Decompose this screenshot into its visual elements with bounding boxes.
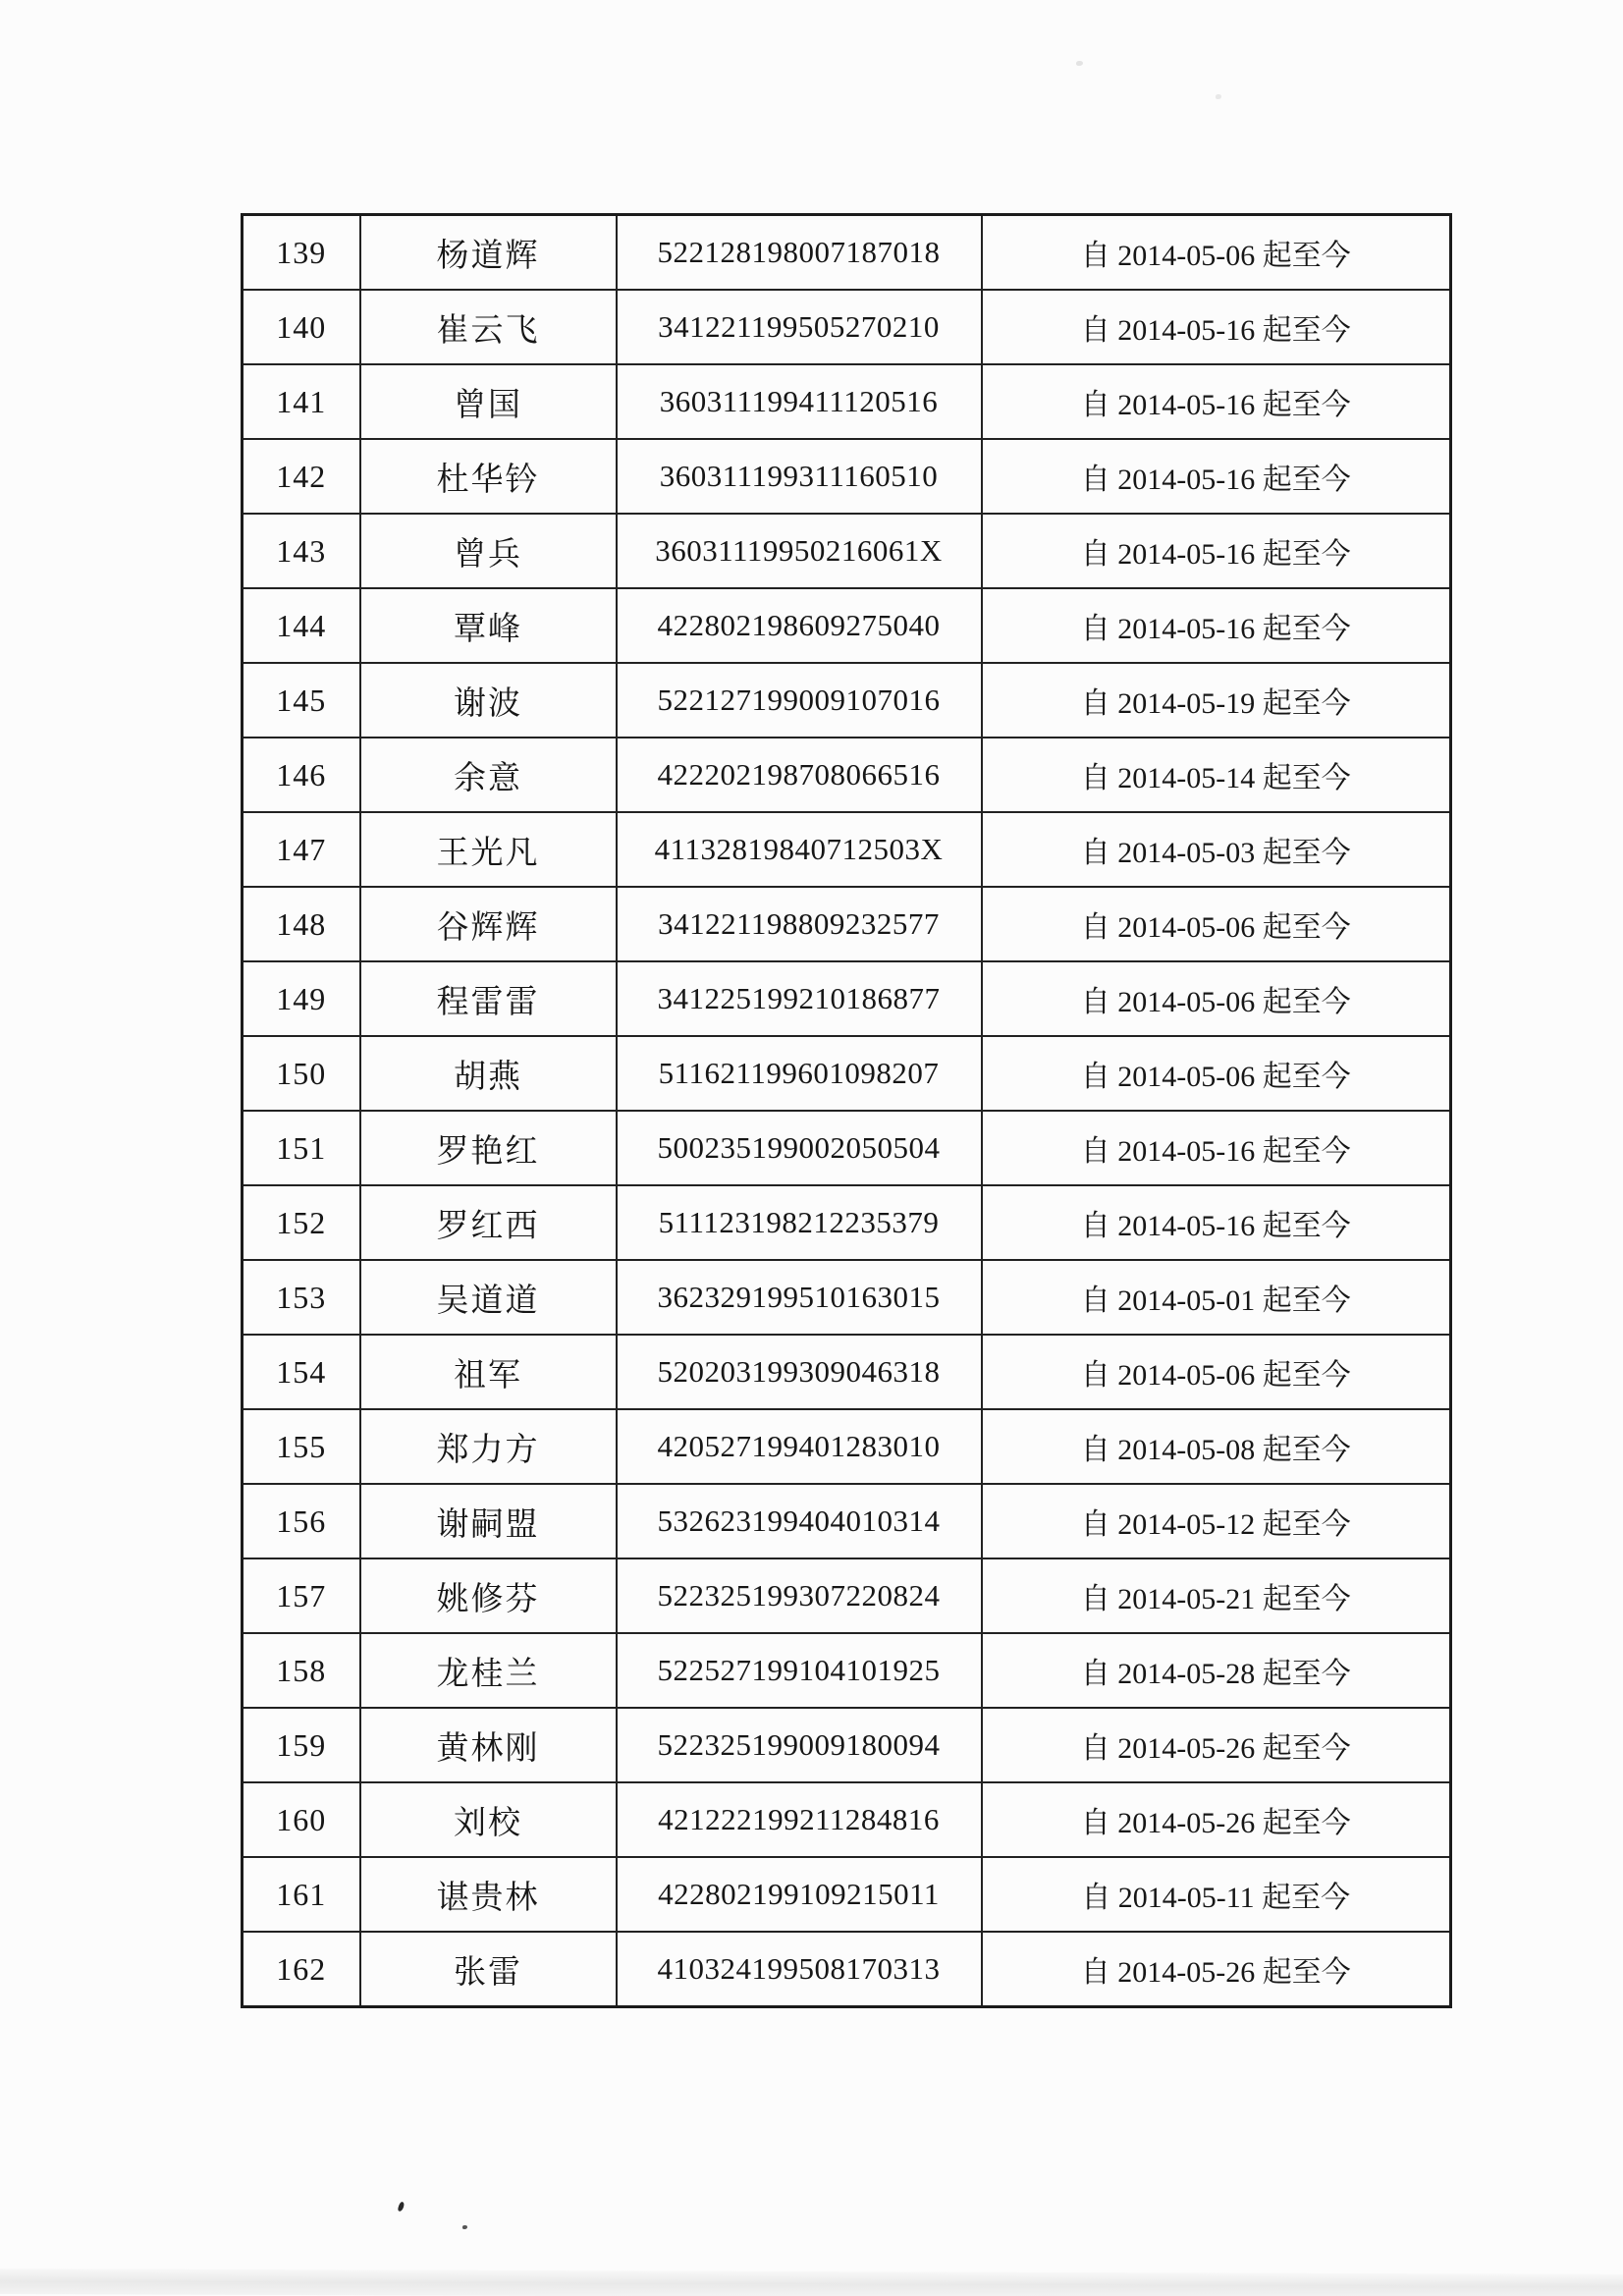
period-cell: 自 2014-05-14 起至今	[982, 738, 1451, 812]
id-cell: 522325199009180094	[617, 1708, 982, 1782]
row-number-cell: 139	[243, 215, 360, 291]
period-cell: 自 2014-05-06 起至今	[982, 1036, 1451, 1111]
table-row	[243, 887, 1451, 961]
period-cell: 自 2014-05-01 起至今	[982, 1260, 1451, 1335]
id-cell: 360311199411120516	[617, 364, 982, 439]
table-row	[243, 1484, 1451, 1558]
roster-table	[241, 213, 1452, 2008]
period-cell: 自 2014-05-08 起至今	[982, 1409, 1451, 1484]
row-number-cell: 146	[243, 738, 360, 812]
row-number-cell: 161	[243, 1857, 360, 1932]
row-number-cell: 149	[243, 961, 360, 1036]
table-row	[243, 215, 1451, 291]
scan-edge-shadow	[0, 2269, 1623, 2296]
name-cell: 谷辉辉	[360, 887, 617, 961]
name-cell: 罗红西	[360, 1185, 617, 1260]
id-cell: 511621199601098207	[617, 1036, 982, 1111]
row-number-cell: 140	[243, 290, 360, 364]
id-cell: 520203199309046318	[617, 1335, 982, 1409]
table-row	[243, 290, 1451, 364]
name-cell: 黄林刚	[360, 1708, 617, 1782]
name-cell: 程雷雷	[360, 961, 617, 1036]
name-cell: 曾国	[360, 364, 617, 439]
id-cell: 422802198609275040	[617, 588, 982, 663]
row-number-cell: 154	[243, 1335, 360, 1409]
table-row	[243, 1633, 1451, 1708]
row-number-cell: 151	[243, 1111, 360, 1185]
period-cell: 自 2014-05-16 起至今	[982, 588, 1451, 663]
name-cell: 罗艳红	[360, 1111, 617, 1185]
period-cell: 自 2014-05-16 起至今	[982, 1185, 1451, 1260]
name-cell: 王光凡	[360, 812, 617, 887]
table-row	[243, 588, 1451, 663]
name-cell: 谢波	[360, 663, 617, 738]
period-cell: 自 2014-05-19 起至今	[982, 663, 1451, 738]
row-number-cell: 150	[243, 1036, 360, 1111]
period-cell: 自 2014-05-16 起至今	[982, 364, 1451, 439]
name-cell: 余意	[360, 738, 617, 812]
id-cell: 36031119950216061X	[617, 514, 982, 588]
row-number-cell: 153	[243, 1260, 360, 1335]
table-row	[243, 1335, 1451, 1409]
table-row	[243, 1857, 1451, 1932]
name-cell: 杨道辉	[360, 215, 617, 291]
row-number-cell: 156	[243, 1484, 360, 1558]
id-cell: 500235199002050504	[617, 1111, 982, 1185]
row-number-cell: 148	[243, 887, 360, 961]
period-cell: 自 2014-05-26 起至今	[982, 1932, 1451, 2007]
scan-speck	[398, 2201, 406, 2212]
name-cell: 谢嗣盟	[360, 1484, 617, 1558]
table-row	[243, 514, 1451, 588]
name-cell: 杜华钤	[360, 439, 617, 514]
row-number-cell: 159	[243, 1708, 360, 1782]
table-row	[243, 1558, 1451, 1633]
name-cell: 曾兵	[360, 514, 617, 588]
scan-speck	[462, 2225, 467, 2229]
row-number-cell: 152	[243, 1185, 360, 1260]
id-cell: 522128198007187018	[617, 215, 982, 291]
name-cell: 姚修芬	[360, 1558, 617, 1633]
id-cell: 341225199210186877	[617, 961, 982, 1036]
id-cell: 422202198708066516	[617, 738, 982, 812]
period-cell: 自 2014-05-03 起至今	[982, 812, 1451, 887]
id-cell: 422802199109215011	[617, 1857, 982, 1932]
id-cell: 410324199508170313	[617, 1932, 982, 2007]
name-cell: 谌贵林	[360, 1857, 617, 1932]
table-row	[243, 1708, 1451, 1782]
period-cell: 自 2014-05-16 起至今	[982, 439, 1451, 514]
period-cell: 自 2014-05-11 起至今	[982, 1857, 1451, 1932]
period-cell: 自 2014-05-16 起至今	[982, 1111, 1451, 1185]
row-number-cell: 157	[243, 1558, 360, 1633]
period-cell: 自 2014-05-06 起至今	[982, 1335, 1451, 1409]
table-row	[243, 1932, 1451, 2007]
roster-table-body	[243, 215, 1451, 2007]
row-number-cell: 158	[243, 1633, 360, 1708]
name-cell: 张雷	[360, 1932, 617, 2007]
name-cell: 吴道道	[360, 1260, 617, 1335]
table-row	[243, 1260, 1451, 1335]
period-cell: 自 2014-05-12 起至今	[982, 1484, 1451, 1558]
row-number-cell: 155	[243, 1409, 360, 1484]
name-cell: 龙桂兰	[360, 1633, 617, 1708]
scan-speck	[1076, 61, 1083, 66]
period-cell: 自 2014-05-16 起至今	[982, 290, 1451, 364]
id-cell: 511123198212235379	[617, 1185, 982, 1260]
row-number-cell: 143	[243, 514, 360, 588]
row-number-cell: 145	[243, 663, 360, 738]
table-row	[243, 812, 1451, 887]
period-cell: 自 2014-05-16 起至今	[982, 514, 1451, 588]
name-cell: 崔云飞	[360, 290, 617, 364]
period-cell: 自 2014-05-06 起至今	[982, 215, 1451, 291]
id-cell: 341221199505270210	[617, 290, 982, 364]
table-row	[243, 1036, 1451, 1111]
row-number-cell: 142	[243, 439, 360, 514]
row-number-cell: 162	[243, 1932, 360, 2007]
id-cell: 522527199104101925	[617, 1633, 982, 1708]
id-cell: 362329199510163015	[617, 1260, 982, 1335]
id-cell: 522325199307220824	[617, 1558, 982, 1633]
id-cell: 522127199009107016	[617, 663, 982, 738]
id-cell: 41132819840712503X	[617, 812, 982, 887]
name-cell: 刘校	[360, 1782, 617, 1857]
period-cell: 自 2014-05-26 起至今	[982, 1708, 1451, 1782]
table-row	[243, 364, 1451, 439]
period-cell: 自 2014-05-06 起至今	[982, 961, 1451, 1036]
table-row	[243, 1111, 1451, 1185]
id-cell: 532623199404010314	[617, 1484, 982, 1558]
row-number-cell: 141	[243, 364, 360, 439]
id-cell: 421222199211284816	[617, 1782, 982, 1857]
scan-speck	[1216, 94, 1221, 99]
table-row	[243, 738, 1451, 812]
period-cell: 自 2014-05-26 起至今	[982, 1782, 1451, 1857]
table-row	[243, 1409, 1451, 1484]
table-row	[243, 1185, 1451, 1260]
table-row	[243, 663, 1451, 738]
id-cell: 341221198809232577	[617, 887, 982, 961]
row-number-cell: 147	[243, 812, 360, 887]
table-row	[243, 961, 1451, 1036]
table-row	[243, 439, 1451, 514]
period-cell: 自 2014-05-21 起至今	[982, 1558, 1451, 1633]
name-cell: 祖军	[360, 1335, 617, 1409]
table-row	[243, 1782, 1451, 1857]
name-cell: 覃峰	[360, 588, 617, 663]
period-cell: 自 2014-05-28 起至今	[982, 1633, 1451, 1708]
name-cell: 胡燕	[360, 1036, 617, 1111]
row-number-cell: 160	[243, 1782, 360, 1857]
row-number-cell: 144	[243, 588, 360, 663]
period-cell: 自 2014-05-06 起至今	[982, 887, 1451, 961]
id-cell: 420527199401283010	[617, 1409, 982, 1484]
name-cell: 郑力方	[360, 1409, 617, 1484]
id-cell: 360311199311160510	[617, 439, 982, 514]
